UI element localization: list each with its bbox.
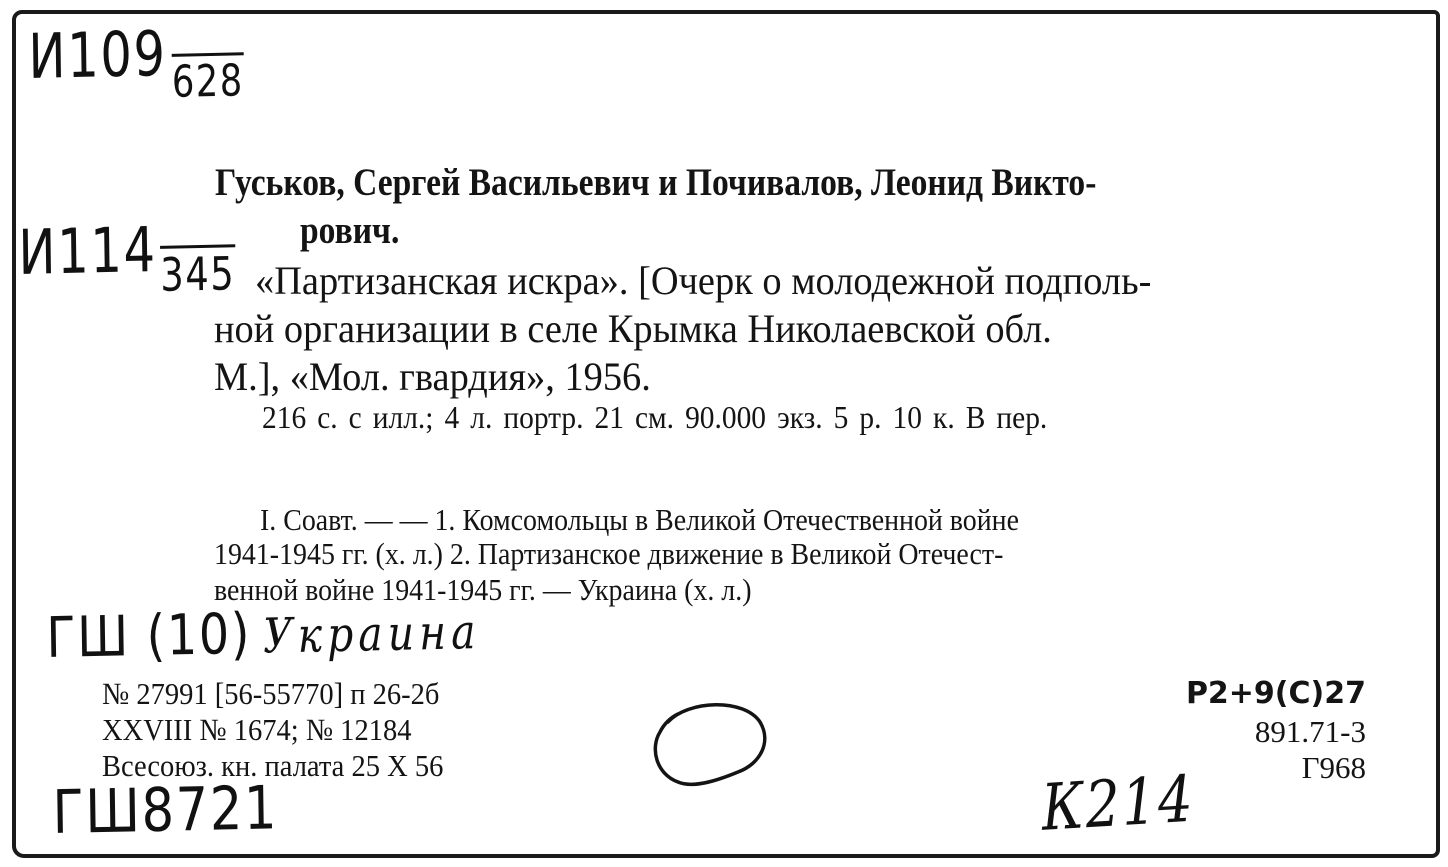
handwritten-subject-code: ГШ (10): [46, 601, 252, 671]
handwritten-top-code-text: И109: [28, 16, 168, 93]
author-line-2: рович.: [300, 209, 400, 252]
handwritten-bottom-code: ГШ8721: [52, 773, 279, 848]
subject-line-2: 1941-1945 гг. (х. л.) 2. Партизанское движение в Великой Отечест-: [214, 536, 1004, 571]
title-line-1: «Партизанская искра». [Очерк о молодежной подполь-: [255, 258, 1152, 303]
title-line-2: ной организации в селе Крымка Николаевской обл.: [214, 306, 1052, 351]
classification-line-1: P2+9(C)27: [1185, 676, 1366, 711]
handwritten-side-code: [18, 211, 236, 302]
title-line-3: М.], «Мол. гвардия», 1956.: [214, 354, 651, 399]
classification-line-2: 891.71-3: [1254, 714, 1366, 749]
hand-drawn-loop-mark: [648, 692, 774, 796]
handwritten-subject: [46, 597, 481, 671]
handwritten-bottom-right: К214: [1040, 762, 1196, 846]
card-meta-line-1: № 27991 [56-55770] п 26-2б: [102, 676, 440, 711]
handwritten-side-fraction: 345: [159, 246, 236, 302]
subject-line-1: I. Соавт. — — 1. Комсомольцы в Великой Отечественной войне: [260, 502, 1019, 537]
physical-description: 216 с. с илл.; 4 л. портр. 21 см. 90.000 экз. 5 р. 10 к. В пер.: [262, 399, 1048, 435]
card-meta-line-3: Всесоюз. кн. палата 25 X 56: [102, 748, 444, 783]
handwritten-subject-word: Украина: [262, 604, 481, 665]
author-line-1: Гуськов, Сергей Васильевич и Почивалов, Леонид Викто-: [215, 161, 1097, 204]
card-meta-line-2: XXVIII № 1674; № 12184: [102, 712, 412, 747]
subject-line-3: венной войне 1941-1945 гг. — Украина (х. л.): [214, 572, 752, 607]
handwritten-side-code-text: И114: [18, 212, 158, 289]
handwritten-top-code: [28, 15, 244, 110]
handwritten-top-fraction: 628: [171, 52, 244, 107]
classification-line-3: Г968: [1301, 750, 1366, 785]
